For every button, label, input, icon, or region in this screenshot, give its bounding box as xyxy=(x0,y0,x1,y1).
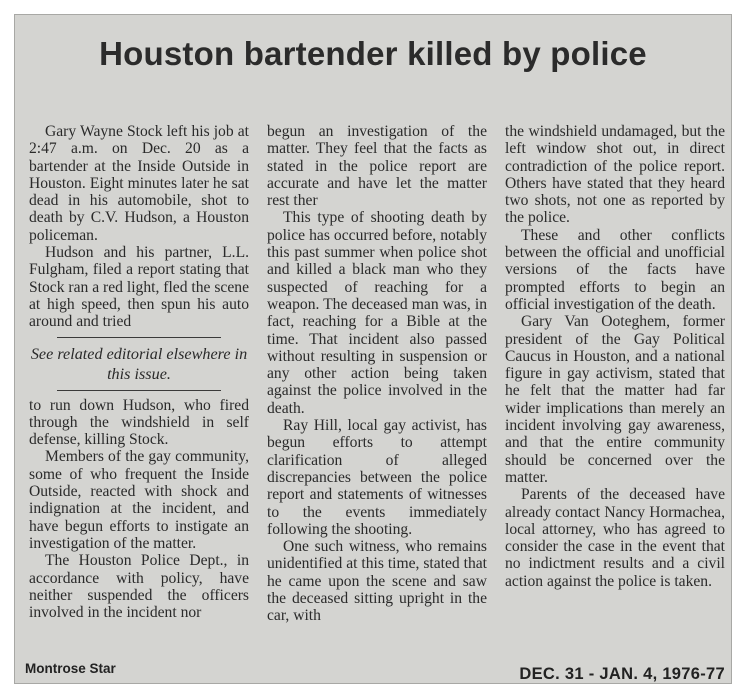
paragraph: Parents of the deceased have already contact Nancy Hormachea, local attorney, who has agreed to consider the case in the event that no indictment results and a civil action against the police is taken. xyxy=(505,486,725,590)
divider xyxy=(57,390,221,391)
headline: Houston bartender killed by police xyxy=(99,35,647,72)
paragraph: Hudson and his partner, L.L. Fulgham, filed a report stating that Stock ran a red light, fled the scene at high speed, then spun his auto around and tried xyxy=(29,244,249,331)
article-column-2 xyxy=(267,123,487,625)
issue-date: DEC. 31 - JAN. 4, 1976-77 xyxy=(519,665,725,683)
paragraph: The Houston Police Dept., in accordance with policy, have neither suspended the officers involved in the incident nor xyxy=(29,552,249,622)
paragraph: Ray Hill, local gay activist, has begun efforts to attempt clarification of alleged discrepancies between the police report and statements of witnesses to the events immediately following the shooting. xyxy=(267,417,487,538)
paragraph: Gary Wayne Stock left his job at 2:47 a.m. on Dec. 20 as a bartender at the Inside Outside in Houston. Eight minutes later he sat dead in his automobile, shot to death by C.V. Hudson, a Houston policeman. xyxy=(29,123,249,244)
paragraph: One such witness, who remains unidentified at this time, stated that he came upon the scene and saw the deceased sitting upright in the car, with xyxy=(267,538,487,625)
paragraph: This type of shooting death by police has occurred before, notably this past summer when police shot and killed a black man who they suspected of reaching for a weapon. The deceased man was, in fact, reaching for a Bible at the time. That incident also passed without resulting in suspension or any other action being taken against the police involved in the death. xyxy=(267,209,487,417)
paragraph: the windshield undamaged, but the left window shot out, in direct contradiction of the police report. Others have stated that they heard two shots, not one as reported by the police. xyxy=(505,123,725,227)
paragraph: Members of the gay community, some of who frequent the Inside Outside, reacted with shock and indignation at the incident, and have begun efforts to instigate an investigation of the matter. xyxy=(29,448,249,552)
newspaper-clipping xyxy=(14,14,732,684)
paragraph: Gary Van Ooteghem, former president of the Gay Political Caucus in Houston, and a national figure in gay activism, stated that he felt that the matter had far wider implications than merely an incident involving gay awareness, and that the entire community should be concerned over the matter. xyxy=(505,313,725,486)
article-column-3 xyxy=(505,123,725,590)
divider xyxy=(57,337,221,338)
article-column-1 xyxy=(29,123,249,621)
paragraph: These and other conflicts between the official and unofficial versions of the facts have prompted efforts to begin an official investigation of the death. xyxy=(505,226,725,313)
related-editorial-note: See related editorial elsewhere in this issue. xyxy=(30,344,248,383)
publication-name: Montrose Star xyxy=(25,661,116,676)
paragraph: begun an investigation of the matter. They feel that the facts as stated in the police report are accurate and have let the matter rest ther xyxy=(267,123,487,210)
paragraph: to run down Hudson, who fired through the windshield in self defense, killing Stock. xyxy=(29,396,249,449)
